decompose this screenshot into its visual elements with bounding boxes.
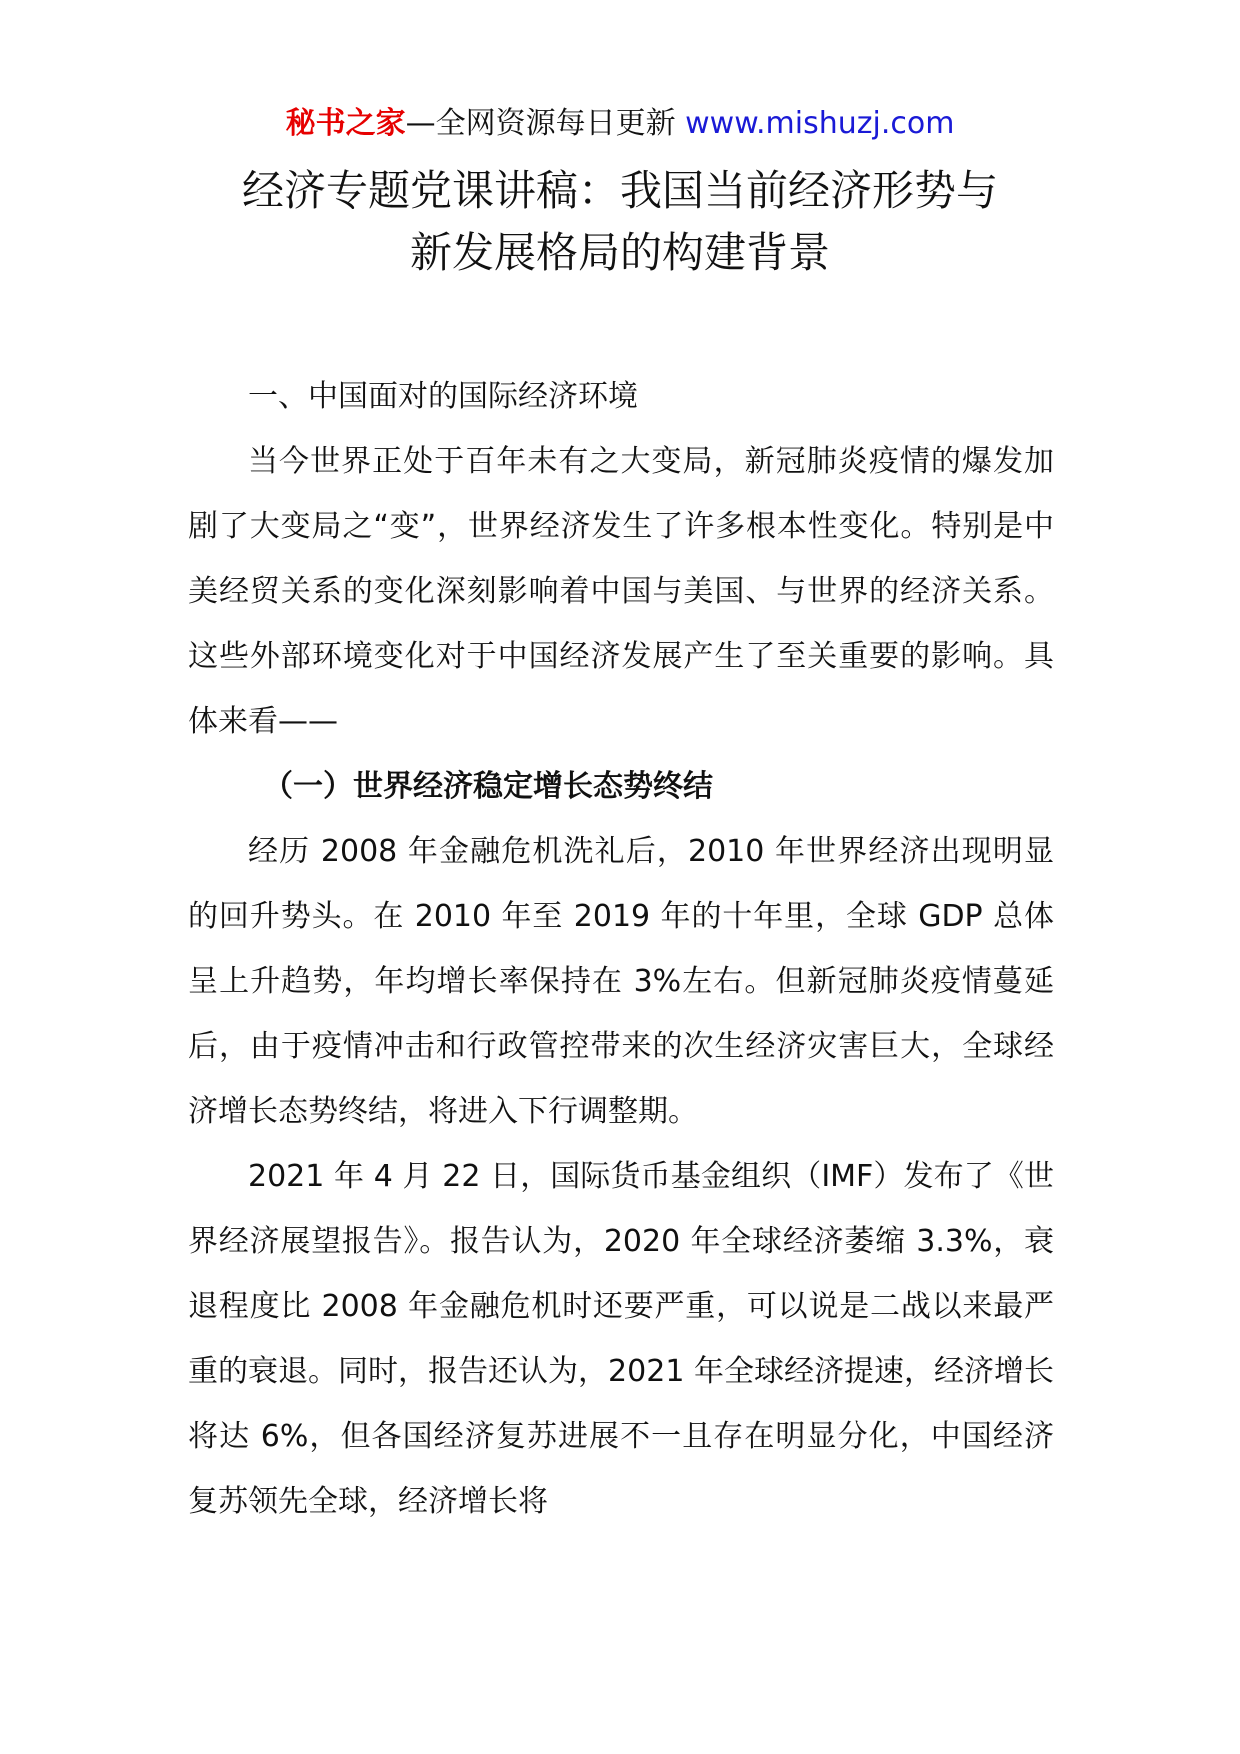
subsection-heading: （一）世界经济稳定增长态势终结 (263, 769, 713, 804)
document-body (188, 364, 1054, 1534)
section-heading: 一、中国面对的国际经济环境 (248, 379, 638, 414)
paragraph: 当今世界正处于百年未有之大变局，新冠肺炎疫情的爆发加剧了大变局之“变”，世界经济发生了许多根本性变化。特别是中美经贸关系的变化深刻影响着中国与美国、与世界的经济关系。这些外部环境变化对于中国经济发展产生了至关重要的影响。具体来看—— (188, 444, 1054, 739)
title-line-2: 新发展格局的构建背景 (409, 228, 830, 277)
header-tagline: —全网资源每日更新 (405, 106, 676, 141)
brand-name: 秘书之家 (285, 106, 406, 141)
document-title (190, 160, 1050, 284)
paragraph: 经历 2008 年金融危机洗礼后，2010 年世界经济出现明显的回升势头。在 2010 年至 2019 年的十年里，全球 GDP 总体呈上升趋势，年均增长率保持在 3%左右。但新冠肺炎疫情蔓延后，由于疫情冲击和行政管控带来的次生经济灾害巨大，全球经济增长态势终结，将进入下行调整期。 (188, 834, 1054, 1129)
title-line-1: 经济专题党课讲稿：我国当前经济形势与 (241, 166, 998, 215)
paragraph: 2021 年 4 月 22 日，国际货币基金组织（IMF）发布了《世界经济展望报告》。报告认为，2020 年全球经济萎缩 3.3%，衰退程度比 2008 年金融危机时还要严重，可以说是二战以来最严重的衰退。同时，报告还认为，2021 年全球经济提速，经济增长将达 6%，但各国经济复苏进展不一且存在明显分化，中国经济复苏领先全球，经济增长将 (188, 1159, 1054, 1519)
site-url-link[interactable]: www.mishuzj.com (685, 106, 955, 141)
site-header (0, 102, 1240, 146)
